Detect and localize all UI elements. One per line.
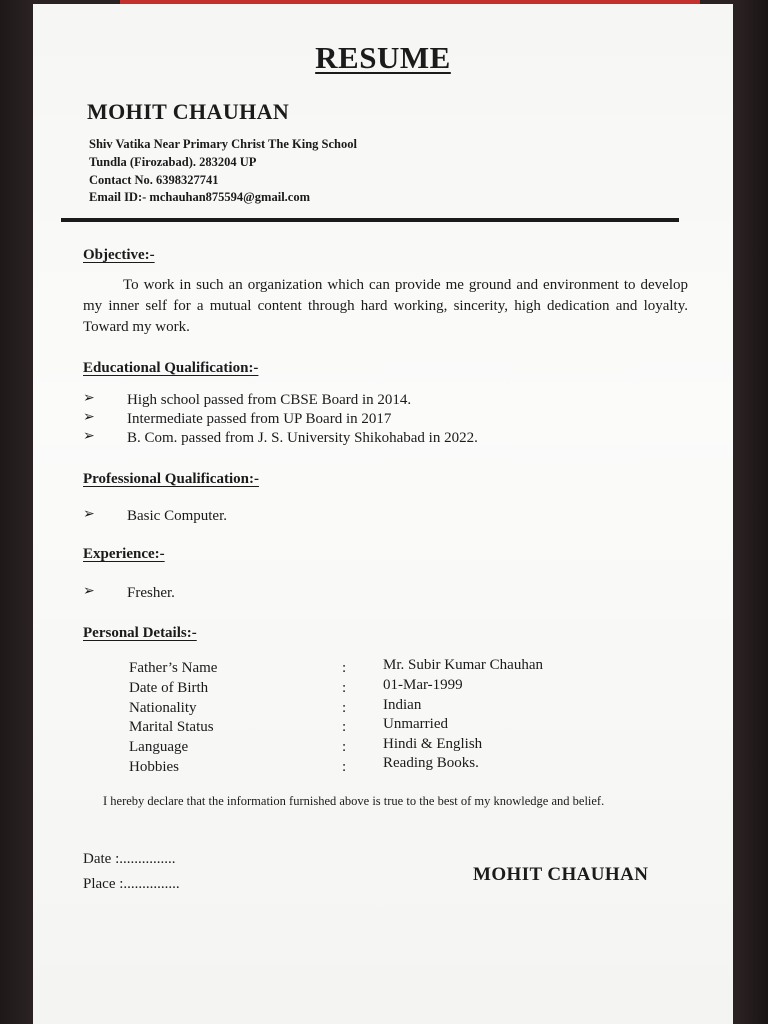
contact-number: Contact No. 6398327741 [89, 173, 219, 187]
education-item: Intermediate passed from UP Board in 2017 [127, 411, 392, 427]
objective-text: To work in such an organization which can provide me ground and environment to develop my inner self for a mutual content through hard working, sincerity, high dedication and loyalty. Toward my work. [83, 277, 688, 335]
detail-colon: : [342, 680, 347, 696]
experience-heading: Experience:- [83, 546, 165, 562]
detail-value: Mr. Subir Kumar Chauhan [383, 657, 543, 673]
detail-colon: : [342, 660, 347, 676]
detail-colon: : [342, 700, 347, 716]
document-title: RESUME [315, 40, 451, 75]
header-divider [61, 218, 679, 222]
declaration-text: I hereby declare that the information furnished above is true to the best of my knowledge and belief. [103, 794, 605, 808]
bullet-arrow-icon: ➢ [83, 410, 95, 425]
detail-label: Date of Birth [129, 680, 209, 696]
experience-item: Fresher. [127, 585, 175, 601]
education-heading: Educational Qualification:- [83, 360, 259, 376]
detail-colon: : [342, 739, 347, 755]
email-id: Email ID:- mchauhan875594@gmail.com [89, 190, 311, 204]
bullet-arrow-icon: ➢ [83, 391, 95, 406]
bullet-arrow-icon: ➢ [83, 429, 95, 444]
detail-value: Unmarried [383, 716, 448, 732]
address-line-2: Tundla (Firozabad). 283204 UP [89, 155, 257, 169]
detail-label: Hobbies [129, 759, 179, 775]
signature-name: MOHIT CHAUHAN [473, 864, 649, 885]
detail-value: Indian [383, 697, 422, 713]
resume-page [33, 4, 733, 1024]
detail-colon: : [342, 719, 347, 735]
education-item: B. Com. passed from J. S. University Shikohabad in 2022. [127, 430, 478, 446]
date-field: Date :............... [83, 851, 176, 867]
place-field: Place :............... [83, 876, 180, 892]
bullet-arrow-icon: ➢ [83, 584, 95, 599]
objective-heading: Objective:- [83, 247, 155, 263]
bullet-arrow-icon: ➢ [83, 507, 95, 522]
detail-value: Reading Books. [383, 755, 479, 771]
address-line-1: Shiv Vatika Near Primary Christ The King School [89, 137, 357, 151]
professional-item: Basic Computer. [127, 508, 227, 524]
detail-label: Nationality [129, 700, 197, 716]
applicant-name: MOHIT CHAUHAN [87, 99, 290, 124]
detail-label: Father’s Name [129, 660, 218, 676]
education-item: High school passed from CBSE Board in 2014. [127, 392, 412, 408]
detail-label: Marital Status [129, 719, 214, 735]
professional-heading: Professional Qualification:- [83, 471, 259, 487]
detail-label: Language [129, 739, 189, 755]
detail-colon: : [342, 759, 347, 775]
personal-heading: Personal Details:- [83, 625, 197, 641]
detail-value: 01-Mar-1999 [383, 677, 463, 693]
detail-value: Hindi & English [383, 736, 483, 752]
